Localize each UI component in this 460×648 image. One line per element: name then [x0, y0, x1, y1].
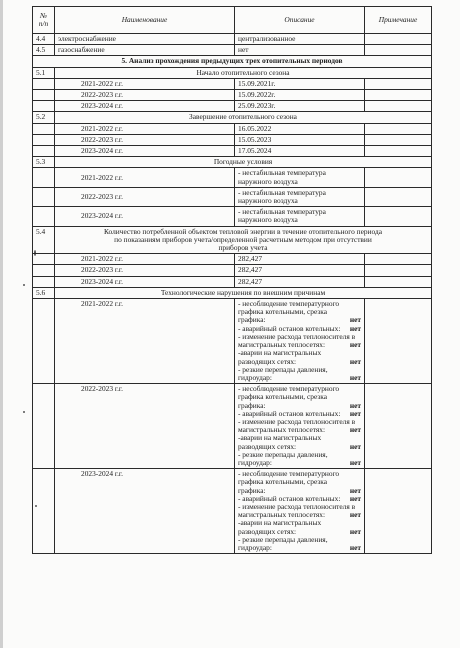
section5-title: 5. Анализ прохождения предыдущих трех отопительных периодов — [121, 56, 343, 66]
table-row — [33, 277, 431, 288]
violation-line — [238, 459, 361, 467]
table-row — [33, 384, 431, 469]
subsection-title: Технологические нарушения по внешним причинам — [160, 287, 326, 297]
violation-value: нет — [349, 510, 361, 520]
subsection-num: 5.2 — [33, 112, 55, 122]
violation-text: графика: — [238, 315, 266, 325]
table-row — [33, 254, 431, 265]
row-value: 16.05.2022 — [235, 124, 365, 134]
subsection-title: Погодные условия — [213, 157, 273, 167]
violation-text: графика: — [238, 400, 266, 410]
row-value — [235, 384, 365, 468]
row-value: 25.09.2023г. — [235, 101, 365, 111]
violation-value: нет — [349, 340, 361, 350]
row-value: 15.09.2022г. — [235, 90, 365, 100]
table-row — [33, 469, 431, 554]
header-name: Наименование — [55, 7, 235, 33]
violation-text: - аварийный останов котельных: — [238, 493, 341, 503]
violation-text: - аварийный останов котельных: — [238, 323, 341, 333]
violation-text: -аварии на магистральных — [238, 348, 322, 358]
table-row — [33, 101, 431, 112]
row-value: - нестабильная температура наружного воздуха — [235, 188, 365, 206]
row-year: 2023-2024 г.г. — [55, 277, 235, 287]
row-value: 282,427 — [235, 254, 365, 264]
violation-value: нет — [349, 400, 361, 410]
row-value — [235, 469, 365, 553]
violation-value: нет — [349, 372, 361, 382]
violation-text: - изменение расхода теплоносителя в — [238, 501, 356, 511]
subsection-num: 5.3 — [33, 157, 55, 167]
subsection-title: Завершение отопительного сезона — [189, 112, 297, 122]
table-row — [33, 124, 431, 135]
subsection-num: 5.1 — [33, 68, 55, 78]
table-row — [33, 90, 431, 101]
table-row — [33, 265, 431, 276]
violation-value: нет — [349, 493, 361, 503]
row-year: 2022-2023 г.г. — [55, 188, 235, 206]
row-value — [235, 299, 365, 383]
violation-text: графика котельными, срезка — [238, 477, 328, 487]
violation-text: - изменение расхода теплоносителя в — [238, 331, 356, 341]
scan-edge — [0, 0, 3, 648]
violation-text: гидроудар: — [238, 457, 272, 467]
violation-text: магистральных теплосетях: — [238, 510, 326, 520]
header-num: № п/п — [33, 7, 55, 33]
header-desc: Описание — [235, 7, 365, 33]
violation-line — [238, 544, 361, 552]
row-year: 2023-2024 г.г. — [55, 469, 235, 553]
violation-text: - изменение расхода теплоносителя в — [238, 416, 356, 426]
subsection-title: Количество потребленной объектом тепловой энергии в течение отопительного периода по показаниям приборов учета/определенной расчетным методом при отсутствии приборов учета — [103, 226, 383, 253]
header-note: Примечание — [378, 14, 418, 24]
row-num: 4.5 — [33, 45, 55, 55]
row-desc: нет — [235, 45, 365, 55]
violation-value: нет — [349, 425, 361, 435]
table-row — [33, 79, 431, 90]
violation-text: магистральных теплосетях: — [238, 340, 326, 350]
violation-value: нет — [349, 485, 361, 495]
subsection-row — [33, 68, 431, 79]
row-value: 15.05.2023 — [235, 135, 365, 145]
violation-text: графика котельными, срезка — [238, 392, 328, 402]
subsection-title: Начало отопительного сезона — [196, 67, 290, 77]
scan-mark — [23, 284, 25, 286]
violation-value: нет — [349, 356, 361, 366]
violation-value: нет — [349, 315, 361, 325]
table-header — [33, 7, 431, 34]
subsection-row — [33, 157, 431, 168]
row-value: 282,427 — [235, 277, 365, 287]
violation-text: -аварии на магистральных — [238, 518, 322, 528]
violation-text: гидроудар: — [238, 542, 272, 552]
row-num: 4.4 — [33, 34, 55, 44]
violation-value: нет — [349, 526, 361, 536]
violation-value: нет — [349, 323, 361, 333]
row-value: 15.09.2021г. — [235, 79, 365, 89]
row-name: электроснабжение — [55, 34, 235, 44]
section-heading — [33, 56, 431, 67]
violation-text: -аварии на магистральных — [238, 433, 322, 443]
table-row — [33, 34, 431, 45]
row-year: 2023-2024 г.г. — [55, 146, 235, 156]
table-row — [33, 135, 431, 146]
subsection-row — [33, 112, 431, 123]
row-desc: централизованное — [235, 34, 365, 44]
subsection-num: 5.6 — [33, 288, 55, 298]
row-year: 2021-2022 г.г. — [55, 79, 235, 89]
violation-text: - несоблюдение температурного — [238, 299, 340, 309]
info-table — [32, 6, 432, 554]
row-value: 282,427 — [235, 265, 365, 275]
row-value: 17.05.2024 — [235, 146, 365, 156]
violation-line — [238, 374, 361, 382]
violation-text: графика: — [238, 485, 266, 495]
row-value: - нестабильная температура наружного воздуха — [235, 207, 365, 225]
table-row — [33, 45, 431, 56]
violation-text: - резкие перепады давления, — [238, 364, 328, 374]
violation-value: нет — [349, 457, 361, 467]
violation-value: нет — [349, 441, 361, 451]
violation-text: гидроудар: — [238, 372, 272, 382]
row-year: 2022-2023 г.г. — [55, 135, 235, 145]
violation-value: нет — [349, 408, 361, 418]
violation-text: разводящих сетях: — [238, 526, 297, 536]
violation-text: - аварийный останов котельных: — [238, 408, 341, 418]
violation-text: - несоблюдение температурного — [238, 384, 340, 394]
row-note — [365, 45, 431, 55]
table-row — [33, 188, 431, 207]
row-year: 2022-2023 г.г. — [55, 265, 235, 275]
row-year: 2021-2022 г.г. — [55, 168, 235, 186]
table-row — [33, 168, 431, 187]
row-year: 2021-2022 г.г. — [55, 299, 235, 383]
subsection-row — [33, 288, 431, 299]
violation-text: разводящих сетях: — [238, 441, 297, 451]
row-year: 2022-2023 г.г. — [55, 90, 235, 100]
row-year: 2023-2024 г.г. — [55, 101, 235, 111]
violation-text: разводящих сетях: — [238, 356, 297, 366]
table-row — [33, 146, 431, 157]
violation-text: магистральных теплосетях: — [238, 425, 326, 435]
violation-text: - резкие перепады давления, — [238, 534, 328, 544]
table-row — [33, 207, 431, 226]
scan-mark — [23, 411, 25, 413]
row-year: 2022-2023 г.г. — [55, 384, 235, 468]
row-year: 2023-2024 г.г. — [55, 207, 235, 225]
violation-text: - резкие перепады давления, — [238, 449, 328, 459]
table-row — [33, 299, 431, 384]
row-name: газоснабжение — [55, 45, 235, 55]
row-value: - нестабильная температура наружного воздуха — [235, 168, 365, 186]
violation-text: - несоблюдение температурного — [238, 469, 340, 479]
subsection-num: 5.4 — [33, 227, 55, 254]
row-note — [365, 34, 431, 44]
violation-value: нет — [349, 542, 361, 552]
violation-text: графика котельными, срезка — [238, 307, 328, 317]
row-year: 2021-2022 г.г. — [55, 124, 235, 134]
row-year: 2021-2022 г.г. — [55, 254, 235, 264]
subsection-row — [33, 227, 431, 255]
